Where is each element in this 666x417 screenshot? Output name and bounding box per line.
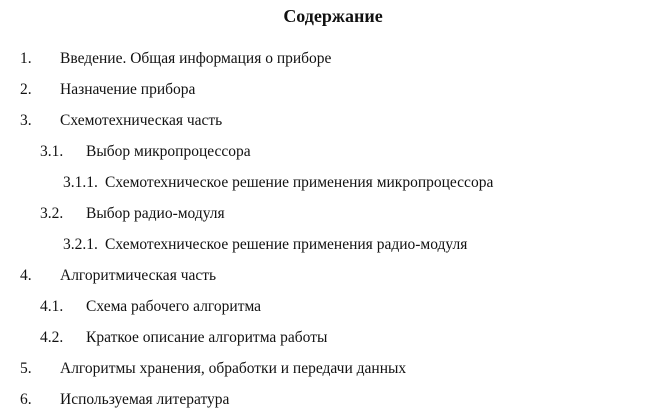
toc-item-text: Используемая литература bbox=[60, 391, 230, 408]
toc-item-number: 3.2.1. bbox=[63, 236, 98, 253]
toc-item-number: 3. bbox=[20, 112, 32, 129]
toc-item-number: 3.2. bbox=[40, 205, 64, 222]
toc-item-text: Краткое описание алгоритма работы bbox=[86, 329, 328, 346]
toc-item-text: Схемотехническое решение применения радио-модуля bbox=[105, 236, 468, 253]
toc-item-text: Алгоритмическая часть bbox=[60, 267, 217, 284]
toc-item-text: Алгоритмы хранения, обработки и передачи данных bbox=[60, 360, 407, 377]
toc-item-number: 4. bbox=[20, 267, 32, 284]
toc-item-text: Схема рабочего алгоритма bbox=[86, 298, 262, 315]
page-title: Содержание bbox=[283, 6, 383, 26]
toc-item-text: Выбор микропроцессора bbox=[86, 143, 251, 160]
toc-item-number: 5. bbox=[20, 360, 32, 377]
toc-item-number: 4.1. bbox=[40, 298, 64, 315]
toc-item-number: 1. bbox=[20, 50, 32, 67]
toc-item-number: 3.1.1. bbox=[63, 174, 98, 191]
toc-item-text: Введение. Общая информация о приборе bbox=[60, 50, 332, 67]
toc-item-text: Выбор радио-модуля bbox=[86, 205, 225, 222]
toc-item-number: 6. bbox=[20, 391, 32, 408]
toc-item-text: Схемотехническое решение применения микропроцессора bbox=[105, 174, 494, 191]
toc-item-text: Назначение прибора bbox=[60, 81, 196, 98]
toc-item-text: Схемотехническая часть bbox=[60, 112, 223, 129]
toc-item-number: 4.2. bbox=[40, 329, 64, 346]
toc-item-number: 2. bbox=[20, 81, 32, 98]
toc-item-number: 3.1. bbox=[40, 143, 64, 160]
